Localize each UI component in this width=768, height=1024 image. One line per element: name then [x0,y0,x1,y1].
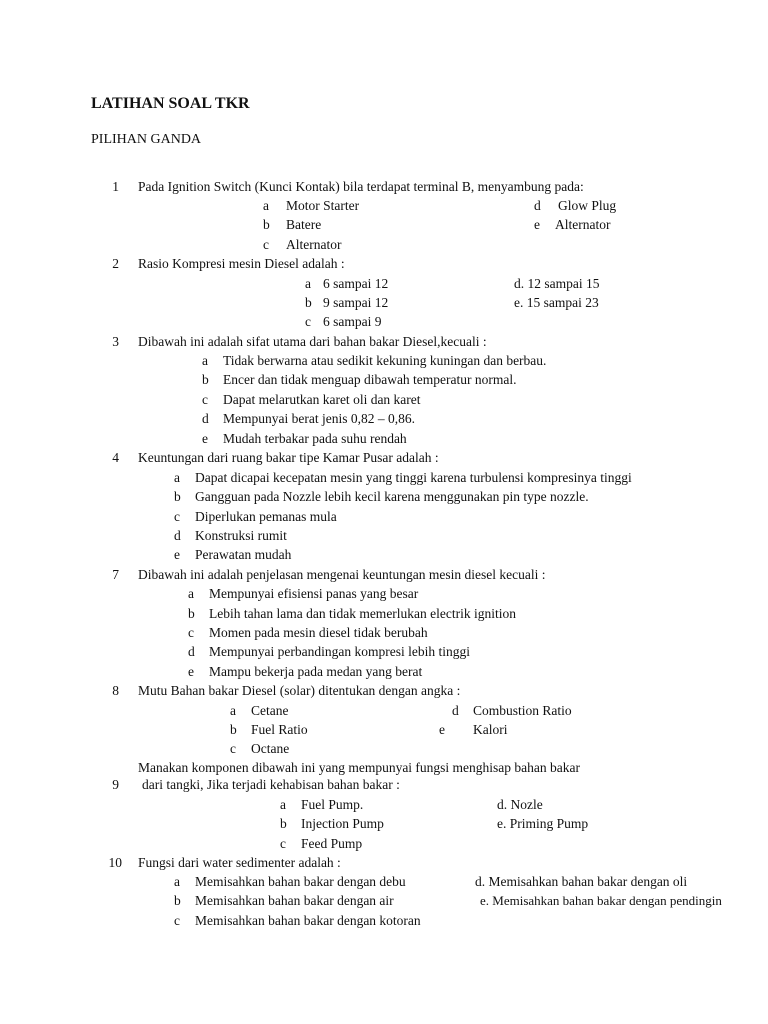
q8-option-b: Fuel Ratio [251,722,308,737]
q3-option-a-letter: a [202,353,208,368]
q7-option-e: Mampu bekerja pada medan yang berat [209,664,423,679]
q3-option-b-letter: b [202,372,209,387]
q3-option-c-letter: c [202,392,208,407]
q10-option-a: Memisahkan bahan bakar dengan debu [195,874,406,889]
q9-option-b: Injection Pump [301,816,384,831]
q7-option-a-letter: a [188,586,194,601]
q9-option-a-letter: a [280,797,286,812]
q3-option-e-letter: e [202,431,208,446]
q8-option-d: Combustion Ratio [473,703,572,718]
q7-option-e-letter: e [188,664,194,679]
q8-option-a: Cetane [251,703,289,718]
q3-option-b: Encer dan tidak menguap dibawah temperatur normal. [223,372,517,387]
section-subtitle: PILIHAN GANDA [91,132,202,147]
q9-option-d: d. Nozle [497,797,543,812]
question-8-text: Mutu Bahan bakar Diesel (solar) ditentukan dengan angka : [138,683,461,698]
q1-option-b-letter: b [263,217,270,232]
q1-option-d-letter: d [534,198,541,213]
q3-option-d-letter: d [202,411,209,426]
q10-option-b-letter: b [174,893,181,908]
q2-option-d: d. 12 sampai 15 [514,276,600,291]
q8-option-c-letter: c [230,741,236,756]
q3-option-e: Mudah terbakar pada suhu rendah [223,431,407,446]
q8-option-e-letter: e [439,722,445,737]
q7-option-b-letter: b [188,606,195,621]
question-7-text: Dibawah ini adalah penjelasan mengenai keuntungan mesin diesel kecuali : [138,567,546,582]
q1-option-a-letter: a [263,198,269,213]
q2-option-c: 6 sampai 9 [323,314,382,329]
q10-option-c: Memisahkan bahan bakar dengan kotoran [195,913,421,928]
q9-option-c: Feed Pump [301,836,363,851]
q10-option-a-letter: a [174,874,180,889]
q1-option-c: Alternator [286,237,342,252]
q4-option-a: Dapat dicapai kecepatan mesin yang tinggi karena turbulensi kompresinya tinggi [195,470,632,485]
question-8-number: 8 [112,683,119,698]
question-3-number: 3 [112,334,119,349]
q4-option-e: Perawatan mudah [195,547,292,562]
question-2-text: Rasio Kompresi mesin Diesel adalah : [138,256,345,271]
q4-option-a-letter: a [174,470,180,485]
q2-option-a: 6 sampai 12 [323,276,389,291]
question-10-text: Fungsi dari water sedimenter adalah : [138,855,341,870]
question-9-number: 9 [112,777,119,792]
q1-option-e: Alternator [555,217,611,232]
q10-option-d: d. Memisahkan bahan bakar dengan oli [475,874,688,889]
q8-option-a-letter: a [230,703,236,718]
q3-option-d: Mempunyai berat jenis 0,82 – 0,86. [223,411,415,426]
q7-option-d: Mempunyai perbandingan kompresi lebih tinggi [209,644,470,659]
question-1-text: Pada Ignition Switch (Kunci Kontak) bila terdapat terminal B, menyambung pada: [138,179,584,194]
q9-option-c-letter: c [280,836,286,851]
q7-option-c: Momen pada mesin diesel tidak berubah [209,625,428,640]
q4-option-d-letter: d [174,528,181,543]
q1-option-b: Batere [286,217,322,232]
q10-option-e: e. Memisahkan bahan bakar dengan pendingin [480,893,722,908]
q2-option-c-letter: c [305,314,311,329]
q1-option-c-letter: c [263,237,269,252]
q10-option-c-letter: c [174,913,180,928]
question-1-number: 1 [112,179,119,194]
q4-option-c: Diperlukan pemanas mula [195,509,337,524]
q1-option-a: Motor Starter [286,198,360,213]
q4-option-d: Konstruksi rumit [195,528,287,543]
question-10-number: 10 [108,855,122,870]
q8-option-d-letter: d [452,703,459,718]
q9-option-a: Fuel Pump. [301,797,364,812]
question-4-text: Keuntungan dari ruang bakar tipe Kamar Pusar adalah : [138,450,439,465]
document-title: LATIHAN SOAL TKR [91,95,250,112]
q4-option-e-letter: e [174,547,180,562]
q2-option-e: e. 15 sampai 23 [514,295,599,310]
q4-option-c-letter: c [174,509,180,524]
question-9-text-line1: Manakan komponen dibawah ini yang mempunyai fungsi menghisap bahan bakar [138,760,581,775]
question-2-number: 2 [112,256,119,271]
question-4-number: 4 [112,450,119,465]
q1-option-e-letter: e [534,217,540,232]
q4-option-b-letter: b [174,489,181,504]
q2-option-b: 9 sampai 12 [323,295,389,310]
q7-option-d-letter: d [188,644,195,659]
q4-option-b: Gangguan pada Nozzle lebih kecil karena menggunakan pin type nozzle. [195,489,589,504]
q3-option-a: Tidak berwarna atau sedikit kekuning kuningan dan berbau. [223,353,547,368]
q9-option-b-letter: b [280,816,287,831]
q8-option-e: Kalori [473,722,508,737]
q7-option-b: Lebih tahan lama dan tidak memerlukan electrik ignition [209,606,517,621]
q7-option-a: Mempunyai efisiensi panas yang besar [209,586,419,601]
question-7-number: 7 [112,567,119,582]
q7-option-c-letter: c [188,625,194,640]
question-9-text-line2: dari tangki, Jika terjadi kehabisan bahan bakar : [142,777,400,792]
q10-option-b: Memisahkan bahan bakar dengan air [195,893,394,908]
q2-option-b-letter: b [305,295,312,310]
q8-option-b-letter: b [230,722,237,737]
q2-option-a-letter: a [305,276,311,291]
q1-option-d: Glow Plug [558,198,617,213]
q3-option-c: Dapat melarutkan karet oli dan karet [223,392,421,407]
q9-option-e: e. Priming Pump [497,816,589,831]
question-3-text: Dibawah ini adalah sifat utama dari bahan bakar Diesel,kecuali : [138,334,487,349]
q8-option-c: Octane [251,741,290,756]
